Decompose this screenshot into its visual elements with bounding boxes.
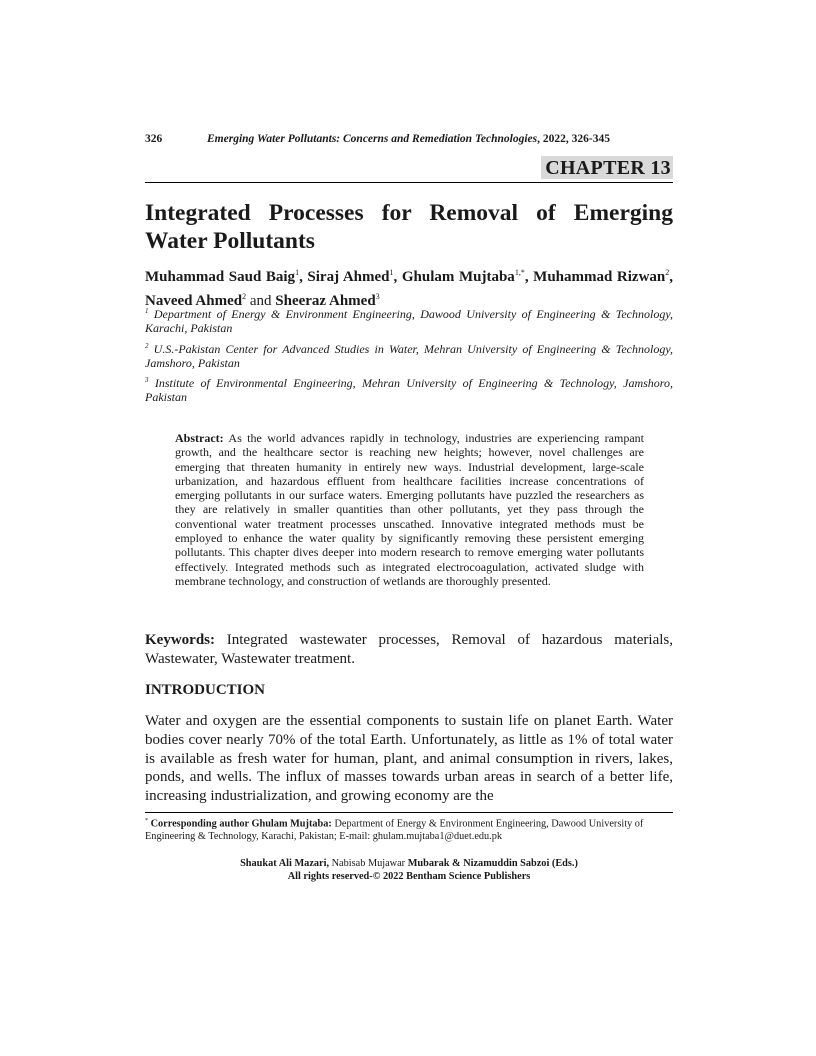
footnote-label: Corresponding author Ghulam Mujtaba:	[150, 818, 332, 830]
affiliation	[145, 373, 673, 405]
abstract-text: As the world advances rapidly in technology, industries are experiencing rampant growth, and the healthcare sector is reaching new heights; however, novel challenges are emerging that threaten humanity in entirely new ways. Industrial development, large-scale urbanization, and hazardous effluent from healthcare facilities increase concentrations of emerging pollutants in our surface waters. Emerging pollutants have puzzled the researchers as they are relatively in smaller quantities than other pollutants, yet they pass through the conventional water treatment processes unscathed. Innovative integrated methods must be employed to enhance the water quality by significantly removing these persistent emerging pollutants. This chapter dives deeper into modern research to remove emerging water pollutants effectively. Integrated methods such as integrated electrocoagulation, activated sludge with membrane technology, and construction of wetlands are thoroughly presented.	[175, 431, 644, 588]
affiliation	[145, 304, 673, 336]
abstract	[175, 431, 644, 588]
keywords-label: Keywords:	[145, 632, 215, 648]
author-name: Muhammad Rizwan	[533, 269, 666, 285]
affiliations	[145, 304, 673, 408]
footnote	[145, 815, 673, 843]
author-name: Siraj Ahmed	[307, 269, 390, 285]
affiliation-text: Department of Energy & Environment Engineering, Dawood University of Engineering & Technology, Karachi, Pakistan	[145, 307, 673, 336]
author-name: Naveed Ahmed	[145, 293, 243, 309]
author-list: Muhammad Saud Baig$^1$, Siraj Ahmed$^1$, Ghulam Mujtaba$^{1,*}$, Muhammad Rizwan$^2$, Naveed Ahmed$^2$ and Sheeraz Ahmed$^3$	[145, 268, 674, 309]
chapter-label-wrap	[541, 157, 673, 180]
author-name: Sheeraz Ahmed	[275, 293, 376, 309]
footnote-text: Department of Energy & Environment Engineering, Dawood University of Engineering & Technology, Karachi, Pakistan; E-mail: ghulam.mujtaba1@duet.edu.pk	[145, 818, 644, 843]
affiliation-text: Institute of Environmental Engineering, Mehran University of Engineering & Technology, Jamshoro, Pakistan	[145, 376, 674, 405]
author-name: Ghulam Mujtaba	[401, 269, 515, 285]
affiliation-number: 2	[145, 341, 149, 350]
introduction-paragraph: Water and oxygen are the essential components to sustain life on planet Earth. Water bodies cover nearly 70% of the total Earth. Unfortunately, as little as 1% of total water is available as fresh water for human, plant, and animal consumption in rivers, lakes, ponds, and wells. The influx of masses towards urban areas in search of a better life, increasing industrialization, and growing economy are the	[145, 713, 673, 805]
author-affiliation-mark: 2	[665, 268, 670, 277]
author-affiliation-mark: 1,*	[514, 268, 525, 277]
chapter-title: Integrated Processes for Removal of Emerging Water Pollutants	[145, 200, 673, 254]
author-affiliation-mark: 2	[242, 292, 247, 301]
page-number: 326	[145, 133, 163, 145]
section-heading: INTRODUCTION	[145, 682, 266, 698]
keywords-text: Integrated wastewater processes, Removal of hazardous materials, Wastewater, Wastewater treatment.	[145, 632, 673, 667]
chapter-label: CHAPTER 13	[541, 156, 673, 179]
footnote-marker: *	[145, 818, 148, 824]
author-conjunction: and	[249, 293, 272, 309]
author-affiliation-mark: 1	[295, 268, 300, 277]
header-rule	[145, 182, 673, 183]
affiliation-number: 1	[145, 307, 149, 315]
author-affiliation-mark: 3	[375, 292, 380, 301]
affiliation-text: U.S.-Pakistan Center for Advanced Studies in Water, Mehran University of Engineering & Technology, Jamshoro, Pakistan	[145, 341, 673, 370]
author-name: Muhammad Saud Baig	[145, 269, 296, 285]
abstract-label: Abstract:	[175, 431, 224, 445]
editor-name: Shaukat Ali Mazari,	[240, 858, 330, 869]
editors-line	[145, 857, 673, 870]
affiliation-number: 3	[145, 376, 149, 385]
keywords	[145, 631, 673, 669]
editor-names-rest: Mubarak & Nizamuddin Sabzoi (Eds.)	[407, 858, 578, 869]
editor-name: Nabisab Mujawar	[331, 858, 406, 869]
rights-line: All rights reserved-© 2022 Bentham Science Publishers	[287, 871, 531, 882]
author-affiliation-mark: 1	[389, 268, 394, 277]
affiliation	[145, 339, 673, 371]
journal-year-pages: , 2022, 326-345	[537, 133, 610, 145]
footnote-rule	[145, 812, 673, 813]
journal-title: Emerging Water Pollutants: Concerns and Remediation Technologies	[207, 133, 538, 145]
journal-citation	[207, 133, 610, 145]
publisher-credits	[145, 857, 673, 883]
